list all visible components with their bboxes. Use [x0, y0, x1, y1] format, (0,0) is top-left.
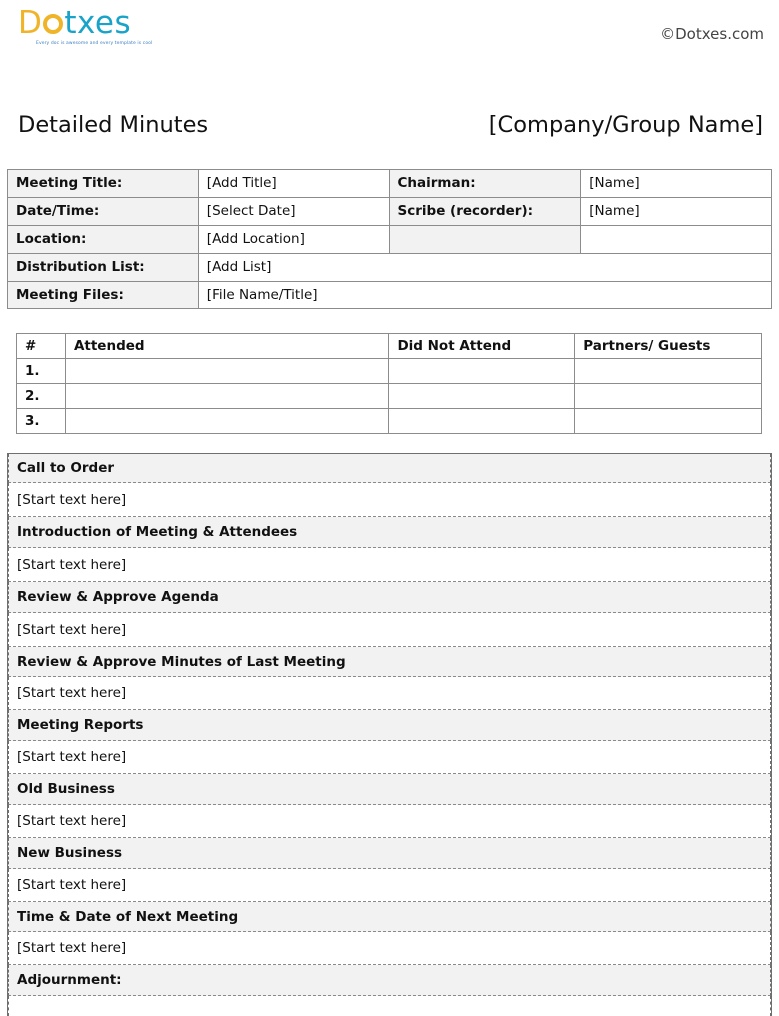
meeting-info-table: [7, 169, 772, 309]
guests-cell[interactable]: [575, 409, 762, 434]
section-body-new-business[interactable]: [Start text here]: [8, 869, 771, 902]
section-body-adjournment[interactable]: [8, 996, 771, 1016]
col-guests-header: Partners/ Guests: [575, 334, 762, 359]
logo-ring-icon: [43, 14, 63, 34]
info-row-files: [8, 281, 772, 309]
scribe-label: Scribe (recorder):: [389, 197, 581, 225]
meeting-title-field[interactable]: [Add Title]: [198, 170, 389, 198]
datetime-label: Date/Time:: [8, 197, 199, 225]
attended-cell[interactable]: [65, 409, 388, 434]
not-attend-cell[interactable]: [389, 359, 575, 384]
section-body-introduction[interactable]: [Start text here]: [8, 548, 771, 582]
minutes-sections: [7, 453, 772, 1016]
col-number-header: #: [17, 334, 66, 359]
section-body-reports[interactable]: [Start text here]: [8, 741, 771, 774]
not-attend-cell[interactable]: [389, 384, 575, 409]
logo-letter-d: D: [18, 5, 43, 41]
document-title: Detailed Minutes: [18, 112, 209, 138]
distribution-label: Distribution List:: [8, 253, 199, 281]
empty-value-cell[interactable]: [581, 225, 772, 253]
section-heading-next-meeting: Time & Date of Next Meeting: [8, 902, 771, 932]
table-row: [17, 384, 762, 409]
logo-suffix: txes: [64, 5, 132, 41]
section-heading-agenda: Review & Approve Agenda: [8, 582, 771, 613]
col-not-attend-header: Did Not Attend: [389, 334, 575, 359]
col-attended-header: Attended: [65, 334, 388, 359]
title-row: [18, 112, 763, 148]
table-row: [17, 409, 762, 434]
location-label: Location:: [8, 225, 199, 253]
row-number: 1.: [17, 359, 66, 384]
chairman-label: Chairman:: [389, 170, 581, 198]
info-row-datetime: [8, 197, 772, 225]
site-credit: ©Dotxes.com: [660, 25, 764, 43]
meeting-title-label: Meeting Title:: [8, 170, 199, 198]
not-attend-cell[interactable]: [389, 409, 575, 434]
guests-cell[interactable]: [575, 359, 762, 384]
chairman-field[interactable]: [Name]: [581, 170, 772, 198]
section-body-agenda[interactable]: [Start text here]: [8, 613, 771, 647]
guests-cell[interactable]: [575, 384, 762, 409]
logo-tagline: Every doc is awesome and every template is cool: [36, 41, 153, 46]
section-heading-adjournment: Adjournment:: [8, 965, 771, 996]
files-label: Meeting Files:: [8, 281, 199, 309]
scribe-field[interactable]: [Name]: [581, 197, 772, 225]
section-heading-new-business: New Business: [8, 838, 771, 869]
distribution-field[interactable]: [Add List]: [198, 253, 771, 281]
section-heading-call-to-order: Call to Order: [8, 454, 771, 483]
section-heading-introduction: Introduction of Meeting & Attendees: [8, 517, 771, 548]
section-heading-reports: Meeting Reports: [8, 710, 771, 741]
empty-label-cell: [389, 225, 581, 253]
attendance-header-row: [17, 334, 762, 359]
section-heading-old-business: Old Business: [8, 774, 771, 805]
files-field[interactable]: [File Name/Title]: [198, 281, 771, 309]
section-body-old-business[interactable]: [Start text here]: [8, 805, 771, 838]
logo-wordmark: [18, 6, 178, 40]
section-body-next-meeting[interactable]: [Start text here]: [8, 932, 771, 965]
row-number: 2.: [17, 384, 66, 409]
section-heading-last-minutes: Review & Approve Minutes of Last Meeting: [8, 647, 771, 677]
info-row-distribution: [8, 253, 772, 281]
attended-cell[interactable]: [65, 384, 388, 409]
row-number: 3.: [17, 409, 66, 434]
attended-cell[interactable]: [65, 359, 388, 384]
company-name: [Company/Group Name]: [488, 112, 763, 138]
logo: [18, 6, 178, 50]
location-field[interactable]: [Add Location]: [198, 225, 389, 253]
datetime-field[interactable]: [Select Date]: [198, 197, 389, 225]
info-row-title: [8, 170, 772, 198]
section-body-last-minutes[interactable]: [Start text here]: [8, 677, 771, 710]
attendance-table: [16, 333, 762, 434]
section-body-call-to-order[interactable]: [Start text here]: [8, 483, 771, 517]
table-row: [17, 359, 762, 384]
info-row-location: [8, 225, 772, 253]
